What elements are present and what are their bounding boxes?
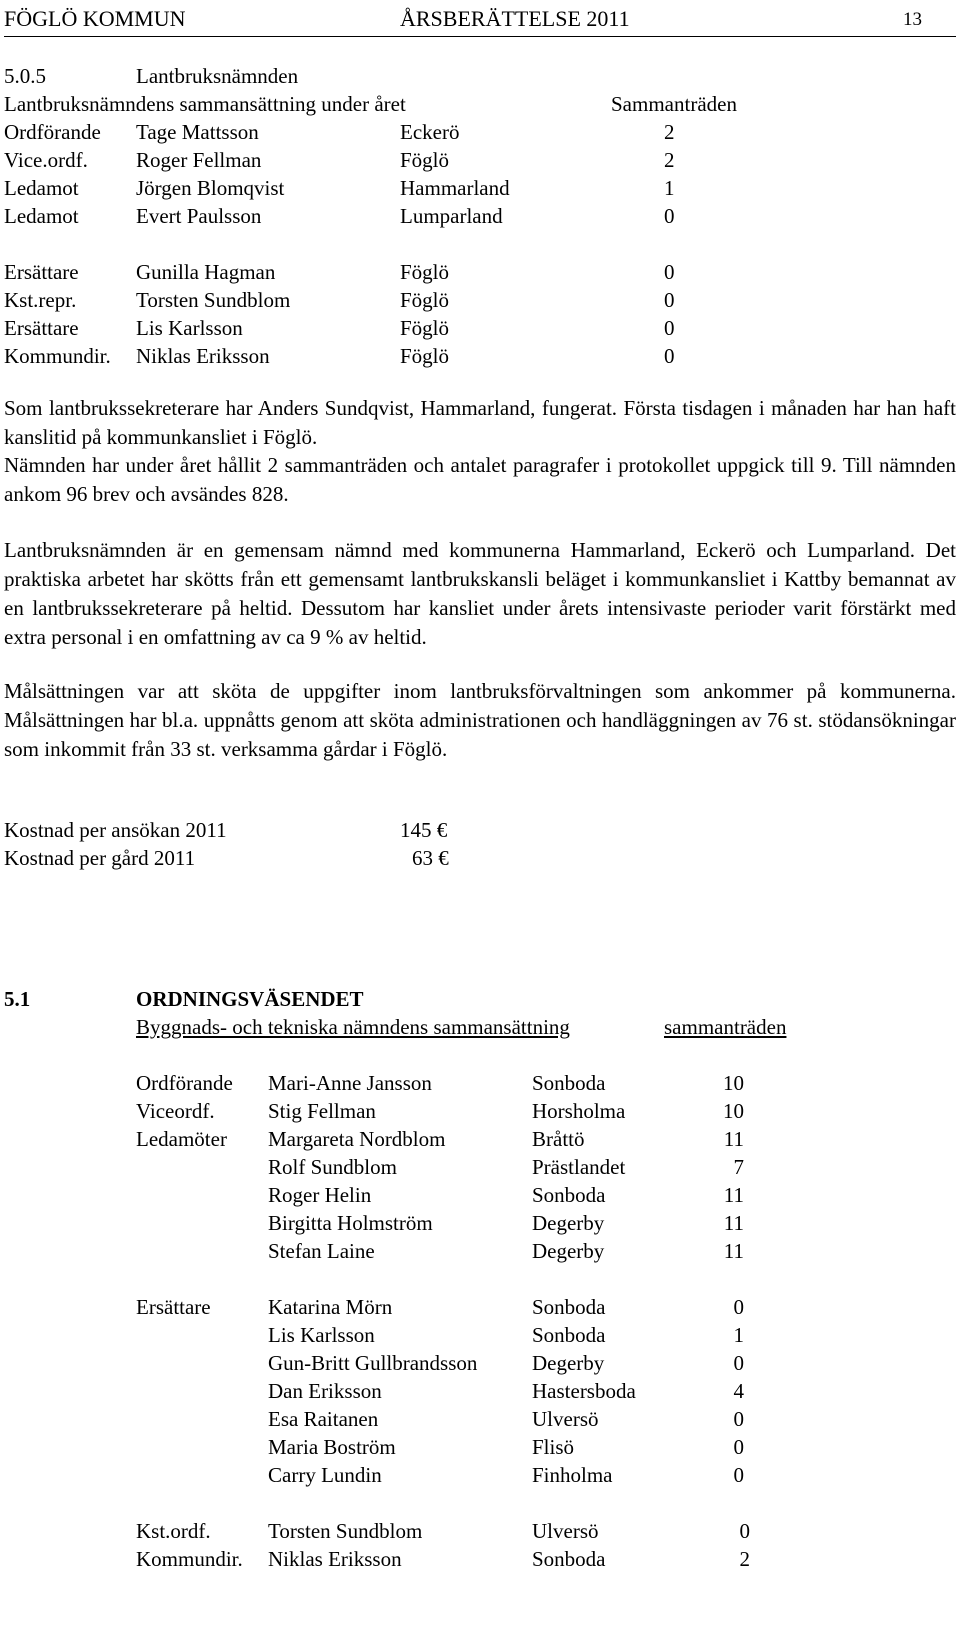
paragraph-objectives: Målsättningen var att sköta de uppgifter inom lantbruksförvaltningen som ankommer på kommunerna. Målsättningen har bl.a. uppnåtts genom att sköta administrationen och handläggningen av 76 st. stödansökningar som inkommit från 33 st. verksamma gårdar i Föglö. — [4, 679, 956, 761]
cost-label: Kostnad per gård 2011 — [4, 846, 196, 870]
member-role: Ordförande — [136, 1071, 233, 1095]
header-page-number: 13 — [903, 9, 922, 30]
member-meetings: 11 — [723, 1211, 744, 1235]
member-role: Ledamot — [4, 176, 79, 200]
member-meetings: 11 — [723, 1239, 744, 1263]
member-meetings: 4 — [733, 1379, 744, 1403]
member-name: Jörgen Blomqvist — [136, 176, 285, 200]
member-place: Horsholma — [532, 1099, 626, 1123]
section-505-number: 5.0.5 — [4, 64, 46, 88]
paragraph-meetings-summary: Nämnden har under året hållit 2 sammanträden och antalet paragrafer i protokollet uppgick till 9. Till nämnden ankom 96 brev och avsändes 828. — [4, 453, 956, 506]
member-place: Bråttö — [532, 1127, 585, 1151]
member-place: Ulversö — [532, 1407, 599, 1431]
member-place: Eckerö — [400, 120, 460, 144]
section-51-title: ORDNINGSVÄSENDET — [136, 987, 364, 1011]
member-role: Ledamöter — [136, 1127, 227, 1151]
member-name: Rolf Sundblom — [268, 1155, 397, 1179]
member-meetings: 10 — [723, 1099, 744, 1123]
member-role: Kommundir. — [4, 344, 111, 368]
member-meetings: 0 — [733, 1463, 744, 1487]
member-place: Sonboda — [532, 1323, 606, 1347]
member-role: Ordförande — [4, 120, 101, 144]
member-name: Roger Fellman — [136, 148, 262, 172]
cost-label: Kostnad per ansökan 2011 — [4, 818, 227, 842]
member-role: Ersättare — [4, 316, 79, 340]
member-name: Esa Raitanen — [268, 1407, 379, 1431]
member-name: Margareta Nordblom — [268, 1127, 446, 1151]
cost-value: 145 € — [400, 818, 448, 842]
member-meetings: 0 — [739, 1519, 750, 1543]
member-name: Torsten Sundblom — [268, 1519, 423, 1543]
member-place: Lumparland — [400, 204, 503, 228]
member-role: Ledamot — [4, 204, 79, 228]
member-place: Föglö — [400, 344, 450, 368]
member-meetings: 11 — [723, 1183, 744, 1207]
member-meetings: 0 — [664, 288, 675, 312]
member-name: Torsten Sundblom — [136, 288, 291, 312]
member-role: Viceordf. — [136, 1099, 215, 1123]
section-51-composition-heading: Byggnads- och tekniska nämndens sammansättning — [136, 1015, 570, 1039]
member-name: Gunilla Hagman — [136, 260, 276, 284]
member-name: Stig Fellman — [268, 1099, 376, 1123]
member-name: Gun-Britt Gullbrandsson — [268, 1351, 478, 1375]
member-place: Degerby — [532, 1351, 605, 1375]
member-place: Föglö — [400, 288, 450, 312]
section-505-title: Lantbruksnämnden — [136, 64, 299, 88]
member-role: Ersättare — [136, 1295, 211, 1319]
member-name: Evert Paulsson — [136, 204, 262, 228]
member-role: Kommundir. — [136, 1547, 243, 1571]
member-place: Flisö — [532, 1435, 575, 1459]
member-meetings: 2 — [664, 148, 675, 172]
member-place: Sonboda — [532, 1071, 606, 1095]
section-51-number: 5.1 — [4, 987, 31, 1011]
header-rule — [4, 36, 956, 37]
member-name: Niklas Eriksson — [136, 344, 270, 368]
member-role: Kst.repr. — [4, 288, 77, 312]
member-meetings: 0 — [664, 204, 675, 228]
member-place: Föglö — [400, 316, 450, 340]
member-name: Stefan Laine — [268, 1239, 375, 1263]
member-role: Vice.ordf. — [4, 148, 88, 172]
member-place: Sonboda — [532, 1547, 606, 1571]
member-meetings: 7 — [733, 1155, 744, 1179]
member-place: Hammarland — [400, 176, 510, 200]
member-meetings: 2 — [664, 120, 675, 144]
member-meetings: 11 — [723, 1127, 744, 1151]
member-place: Hastersboda — [532, 1379, 636, 1403]
member-place: Degerby — [532, 1211, 605, 1235]
member-place: Ulversö — [532, 1519, 599, 1543]
member-role: Kst.ordf. — [136, 1519, 211, 1543]
member-name: Lis Karlsson — [268, 1323, 375, 1347]
member-place: Föglö — [400, 148, 450, 172]
member-role: Ersättare — [4, 260, 79, 284]
member-place: Prästlandet — [532, 1155, 626, 1179]
member-meetings: 0 — [733, 1407, 744, 1431]
member-meetings: 1 — [664, 176, 675, 200]
paragraph-joint-board: Lantbruksnämnden är en gemensam nämnd med kommunerna Hammarland, Eckerö och Lumparland. Det praktiska arbetet har skötts från ett gemensamt lantbrukskansli beläget i kommunkansliet i Kattby bemannat av en lantbrukssekreterare på heltid. Dessutom har kansliet under årets intensivaste perioder varit förstärkt med extra personal i en omfattning av ca 9 % av heltid. — [4, 538, 956, 649]
member-name: Roger Helin — [268, 1183, 372, 1207]
member-place: Sonboda — [532, 1183, 606, 1207]
member-name: Maria Boström — [268, 1435, 396, 1459]
cost-value: 63 € — [412, 846, 449, 870]
member-meetings: 0 — [733, 1435, 744, 1459]
member-meetings: 1 — [733, 1323, 744, 1347]
member-name: Birgitta Holmström — [268, 1211, 433, 1235]
section-51-meetings-heading: sammanträden — [664, 1015, 787, 1039]
member-meetings: 2 — [739, 1547, 750, 1571]
member-name: Dan Eriksson — [268, 1379, 382, 1403]
member-meetings: 0 — [664, 316, 675, 340]
member-name: Lis Karlsson — [136, 316, 243, 340]
member-meetings: 0 — [733, 1351, 744, 1375]
member-name: Niklas Eriksson — [268, 1547, 402, 1571]
paragraph-secretary: Som lantbrukssekreterare har Anders Sundqvist, Hammarland, fungerat. Första tisdagen i månaden har han haft kanslitid på kommunkansliet i Föglö. — [4, 396, 956, 449]
member-place: Degerby — [532, 1239, 605, 1263]
member-name: Mari-Anne Jansson — [268, 1071, 432, 1095]
member-place: Sonboda — [532, 1295, 606, 1319]
member-meetings: 10 — [723, 1071, 744, 1095]
section-505-meetings-heading: Sammanträden — [611, 92, 737, 116]
member-meetings: 0 — [664, 344, 675, 368]
section-505-composition-heading: Lantbruksnämndens sammansättning under året — [4, 92, 406, 116]
header-org: FÖGLÖ KOMMUN — [4, 6, 186, 31]
member-name: Katarina Mörn — [268, 1295, 393, 1319]
member-name: Tage Mattsson — [136, 120, 259, 144]
member-place: Föglö — [400, 260, 450, 284]
member-place: Finholma — [532, 1463, 613, 1487]
member-name: Carry Lundin — [268, 1463, 382, 1487]
member-meetings: 0 — [733, 1295, 744, 1319]
member-meetings: 0 — [664, 260, 675, 284]
header-report-title: ÅRSBERÄTTELSE 2011 — [400, 6, 630, 31]
